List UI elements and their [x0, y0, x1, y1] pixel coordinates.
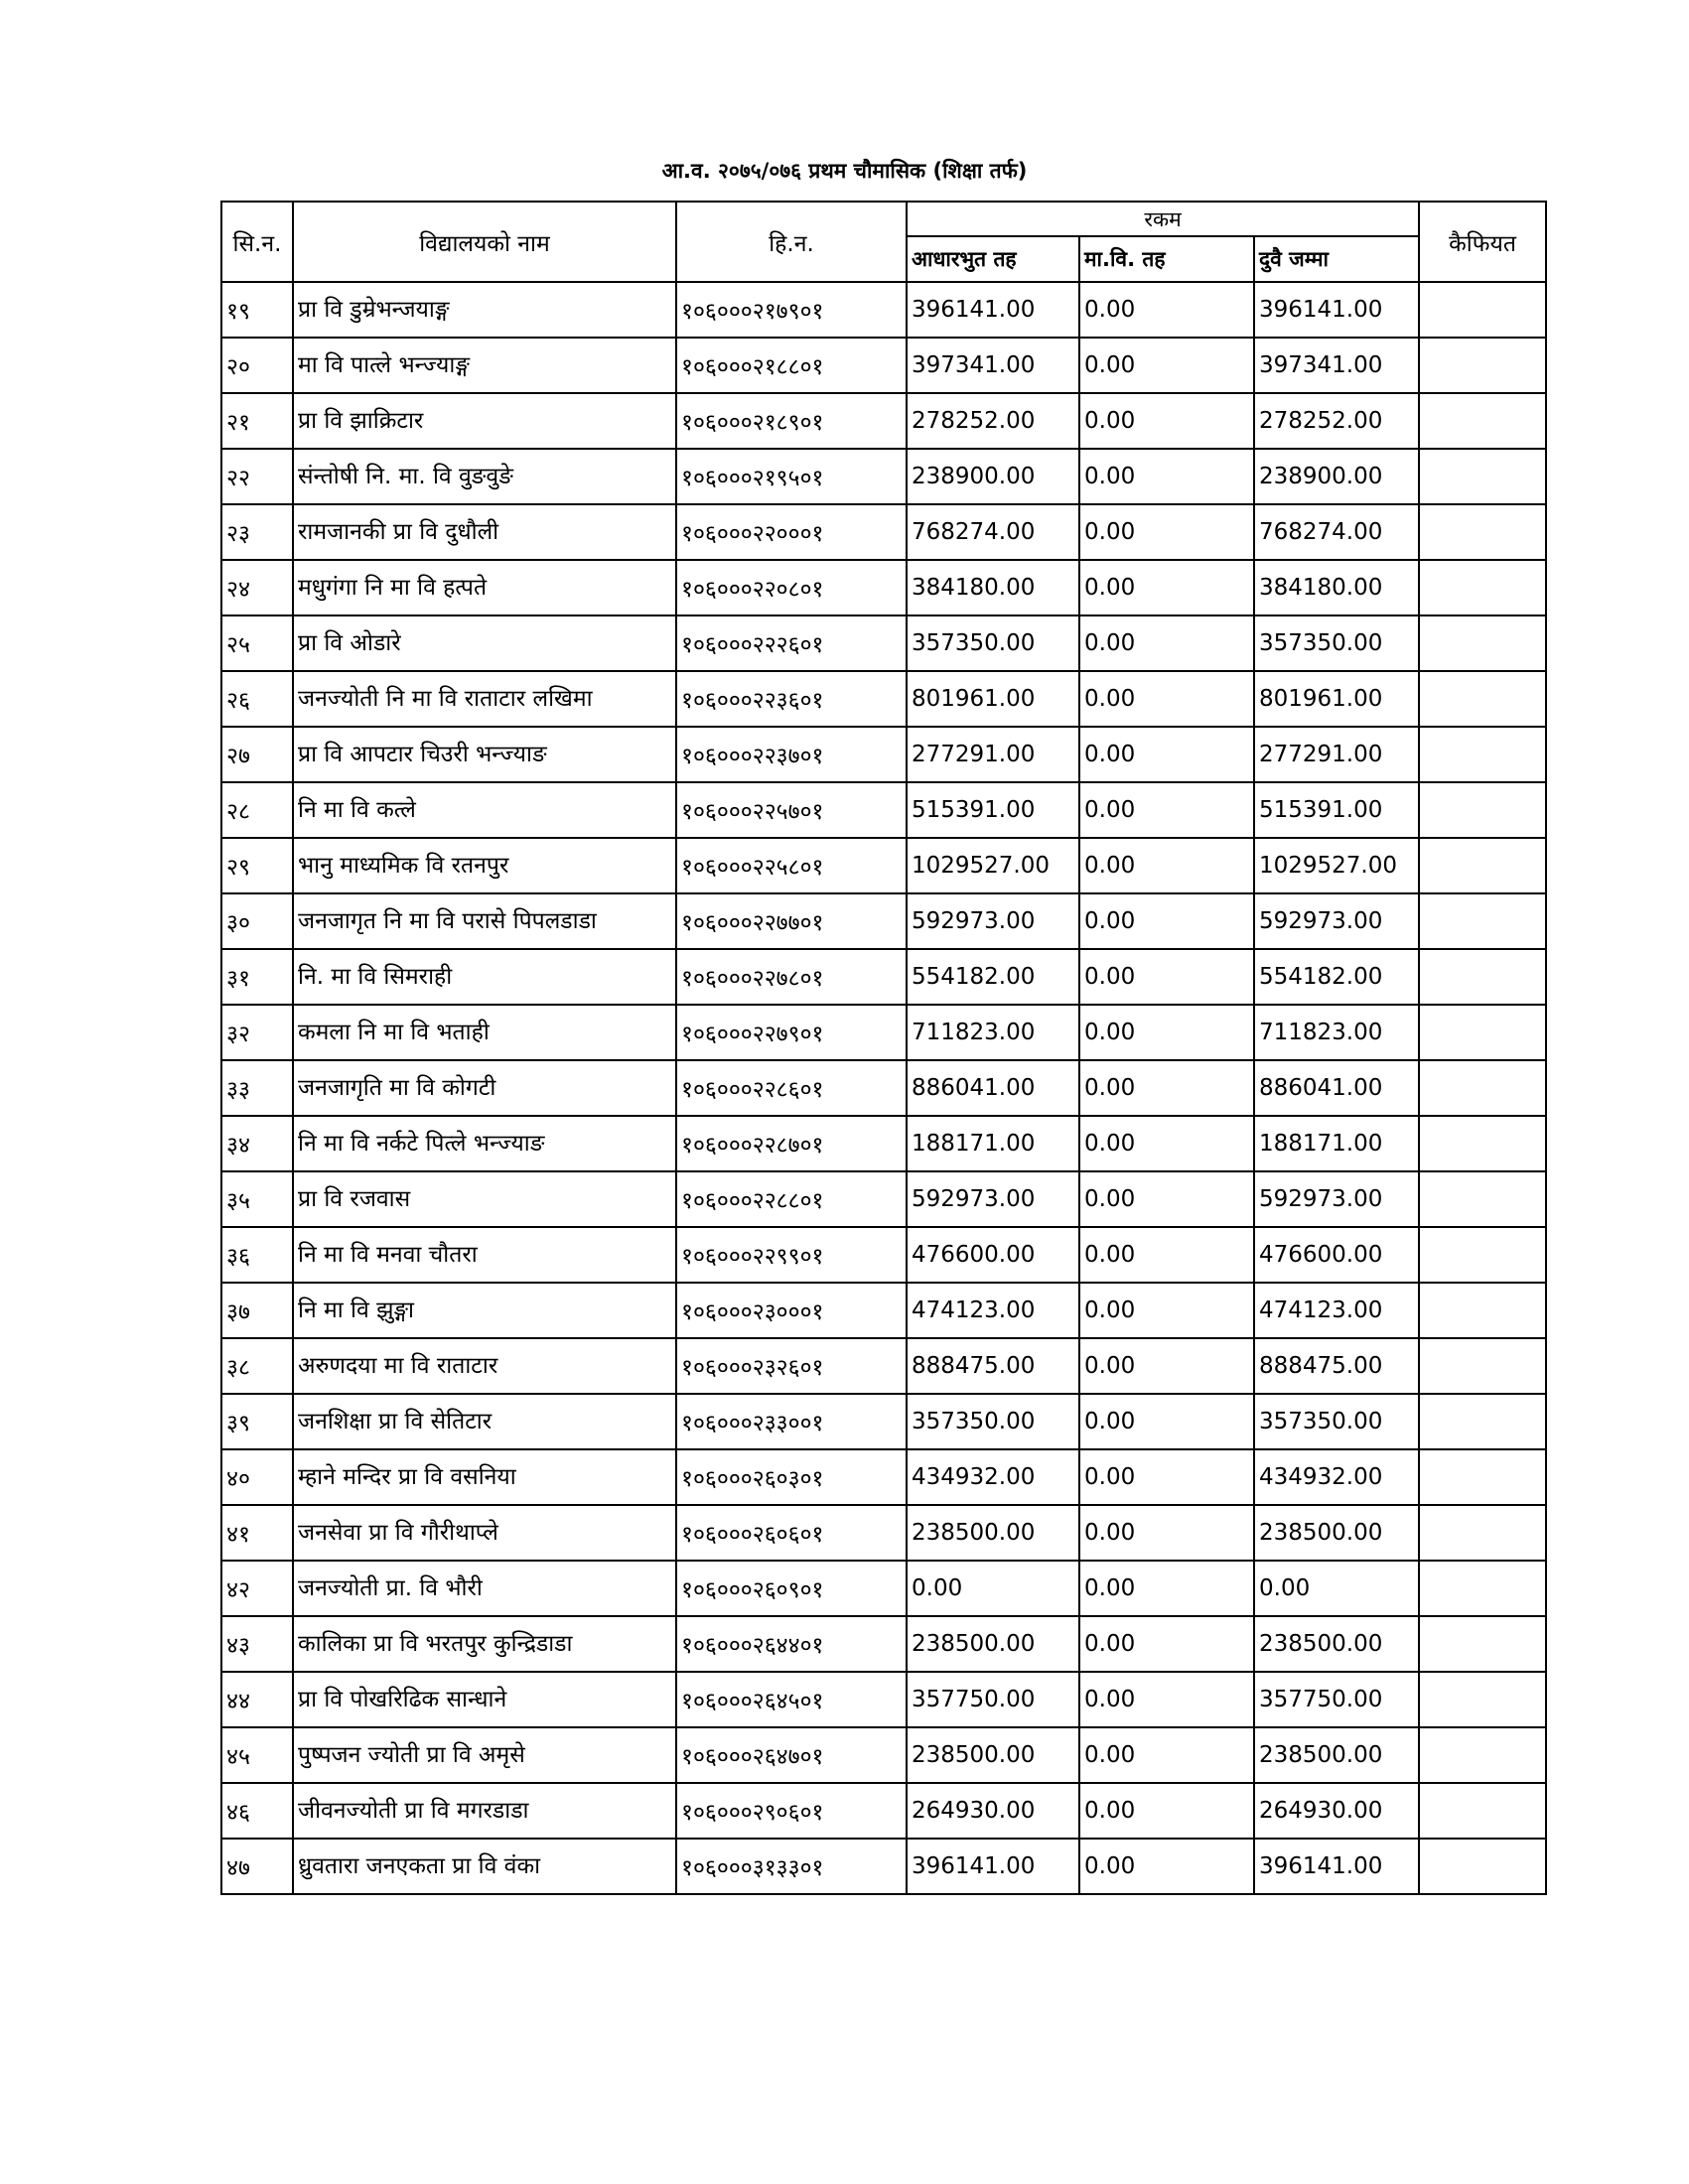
cell-account-number: १०६०००२२७७०१	[676, 893, 907, 949]
cell-secondary-amount: 0.00	[1079, 1283, 1254, 1338]
cell-total-amount: 768274.00	[1254, 504, 1419, 560]
cell-remarks	[1419, 1227, 1546, 1283]
cell-total-amount: 188171.00	[1254, 1116, 1419, 1171]
cell-total-amount: 474123.00	[1254, 1283, 1419, 1338]
cell-school-name: नि मा वि मनवा चौतरा	[293, 1227, 676, 1283]
cell-account-number: १०६०००२६०३०१	[676, 1449, 907, 1505]
cell-account-number: १०६०००२२८८०१	[676, 1171, 907, 1227]
table-row	[221, 504, 1546, 560]
cell-remarks	[1419, 1616, 1546, 1672]
cell-sn: २१	[221, 393, 293, 449]
cell-basic-amount: 396141.00	[907, 1839, 1079, 1894]
cell-basic-amount: 476600.00	[907, 1227, 1079, 1283]
table-row	[221, 671, 1546, 727]
table-row	[221, 1561, 1546, 1616]
cell-account-number: १०६०००२९०६०१	[676, 1783, 907, 1839]
cell-account-number: १०६०००२२७९०१	[676, 1005, 907, 1060]
cell-account-number: १०६०००२२२६०१	[676, 615, 907, 671]
cell-sn: २३	[221, 504, 293, 560]
table-row	[221, 615, 1546, 671]
cell-basic-amount: 768274.00	[907, 504, 1079, 560]
cell-sn: ४०	[221, 1449, 293, 1505]
cell-remarks	[1419, 949, 1546, 1005]
cell-sn: ४४	[221, 1672, 293, 1727]
cell-total-amount: 592973.00	[1254, 893, 1419, 949]
cell-sn: २७	[221, 727, 293, 782]
cell-school-name: भानु माध्यमिक वि रतनपुर	[293, 838, 676, 893]
schools-table	[220, 201, 1547, 1895]
table-row	[221, 1783, 1546, 1839]
cell-secondary-amount: 0.00	[1079, 671, 1254, 727]
cell-sn: ३२	[221, 1005, 293, 1060]
cell-secondary-amount: 0.00	[1079, 1727, 1254, 1783]
table-row	[221, 838, 1546, 893]
cell-school-name: प्रा वि ओडारे	[293, 615, 676, 671]
cell-school-name: नि मा वि झुङ्गा	[293, 1283, 676, 1338]
cell-total-amount: 238900.00	[1254, 449, 1419, 504]
cell-school-name: प्रा वि रजवास	[293, 1171, 676, 1227]
cell-remarks	[1419, 1394, 1546, 1449]
cell-remarks	[1419, 615, 1546, 671]
cell-secondary-amount: 0.00	[1079, 1227, 1254, 1283]
cell-account-number: १०६०००२१७९०१	[676, 282, 907, 338]
cell-total-amount: 554182.00	[1254, 949, 1419, 1005]
cell-secondary-amount: 0.00	[1079, 1171, 1254, 1227]
table-row	[221, 449, 1546, 504]
cell-secondary-amount: 0.00	[1079, 449, 1254, 504]
header-remarks: कैफियत	[1419, 202, 1546, 282]
header-total: दुवै जम्मा	[1254, 236, 1419, 282]
cell-total-amount: 0.00	[1254, 1561, 1419, 1616]
cell-secondary-amount: 0.00	[1079, 1338, 1254, 1394]
cell-account-number: १०६०००२२३७०१	[676, 727, 907, 782]
cell-account-number: १०६०००२६४७०१	[676, 1727, 907, 1783]
cell-remarks	[1419, 1116, 1546, 1171]
cell-secondary-amount: 0.00	[1079, 504, 1254, 560]
cell-total-amount: 357750.00	[1254, 1672, 1419, 1727]
cell-sn: ४१	[221, 1505, 293, 1561]
table-row	[221, 1060, 1546, 1116]
cell-remarks	[1419, 282, 1546, 338]
cell-total-amount: 277291.00	[1254, 727, 1419, 782]
cell-school-name: प्रा वि आपटार चिउरी भन्ज्याङ	[293, 727, 676, 782]
cell-basic-amount: 188171.00	[907, 1116, 1079, 1171]
cell-basic-amount: 357350.00	[907, 1394, 1079, 1449]
cell-total-amount: 515391.00	[1254, 782, 1419, 838]
cell-basic-amount: 1029527.00	[907, 838, 1079, 893]
cell-remarks	[1419, 1449, 1546, 1505]
cell-school-name: कमला नि मा वि भताही	[293, 1005, 676, 1060]
table-row	[221, 893, 1546, 949]
cell-total-amount: 396141.00	[1254, 282, 1419, 338]
cell-basic-amount: 592973.00	[907, 893, 1079, 949]
cell-total-amount: 397341.00	[1254, 338, 1419, 393]
cell-sn: ३१	[221, 949, 293, 1005]
document-title: आ.व. २०७५/०७६ प्रथम चौमासिक (शिक्षा तर्फ)	[661, 159, 1028, 183]
table-row	[221, 1449, 1546, 1505]
cell-remarks	[1419, 1171, 1546, 1227]
cell-basic-amount: 264930.00	[907, 1783, 1079, 1839]
table-row	[221, 1616, 1546, 1672]
cell-sn: ३७	[221, 1283, 293, 1338]
cell-secondary-amount: 0.00	[1079, 1060, 1254, 1116]
cell-account-number: १०६०००२६४५०१	[676, 1672, 907, 1727]
cell-remarks	[1419, 838, 1546, 893]
cell-sn: ४५	[221, 1727, 293, 1783]
table-row	[221, 1338, 1546, 1394]
cell-account-number: १०६०००२३२६०१	[676, 1338, 907, 1394]
cell-total-amount: 238500.00	[1254, 1616, 1419, 1672]
cell-account-number: १०६०००२२९९०१	[676, 1227, 907, 1283]
cell-school-name: अरुणदया मा वि राताटार	[293, 1338, 676, 1394]
cell-basic-amount: 554182.00	[907, 949, 1079, 1005]
cell-basic-amount: 474123.00	[907, 1283, 1079, 1338]
cell-secondary-amount: 0.00	[1079, 560, 1254, 615]
cell-remarks	[1419, 504, 1546, 560]
table-row	[221, 949, 1546, 1005]
cell-sn: ३४	[221, 1116, 293, 1171]
cell-total-amount: 238500.00	[1254, 1505, 1419, 1561]
cell-account-number: १०६०००२२५७०१	[676, 782, 907, 838]
cell-account-number: १०६०००२६०९०१	[676, 1561, 907, 1616]
header-secondary-level: मा.वि. तह	[1079, 236, 1254, 282]
cell-secondary-amount: 0.00	[1079, 615, 1254, 671]
cell-basic-amount: 357350.00	[907, 615, 1079, 671]
cell-secondary-amount: 0.00	[1079, 838, 1254, 893]
table-row	[221, 1116, 1546, 1171]
cell-account-number: १०६०००२६०६०१	[676, 1505, 907, 1561]
cell-total-amount: 801961.00	[1254, 671, 1419, 727]
cell-secondary-amount: 0.00	[1079, 1449, 1254, 1505]
cell-total-amount: 476600.00	[1254, 1227, 1419, 1283]
cell-sn: १९	[221, 282, 293, 338]
cell-account-number: १०६०००२२०८०१	[676, 560, 907, 615]
cell-remarks	[1419, 893, 1546, 949]
cell-remarks	[1419, 338, 1546, 393]
cell-school-name: म्हाने मन्दिर प्रा वि वसनिया	[293, 1449, 676, 1505]
cell-account-number: १०६०००२२३६०१	[676, 671, 907, 727]
cell-total-amount: 434932.00	[1254, 1449, 1419, 1505]
cell-account-number: १०६०००२६४४०१	[676, 1616, 907, 1672]
cell-basic-amount: 357750.00	[907, 1672, 1079, 1727]
cell-account-number: १०६०००२२८६०१	[676, 1060, 907, 1116]
cell-secondary-amount: 0.00	[1079, 393, 1254, 449]
cell-sn: २४	[221, 560, 293, 615]
cell-secondary-amount: 0.00	[1079, 1672, 1254, 1727]
cell-school-name: नि. मा वि सिमराही	[293, 949, 676, 1005]
cell-sn: ४३	[221, 1616, 293, 1672]
header-amount: रकम	[907, 202, 1419, 236]
cell-account-number: १०६०००३१३३०१	[676, 1839, 907, 1894]
cell-school-name: प्रा वि डुम्रेभन्जयाङ्ग	[293, 282, 676, 338]
cell-account-number: १०६०००२३०००१	[676, 1283, 907, 1338]
cell-total-amount: 888475.00	[1254, 1338, 1419, 1394]
cell-secondary-amount: 0.00	[1079, 282, 1254, 338]
cell-sn: २०	[221, 338, 293, 393]
cell-sn: २८	[221, 782, 293, 838]
table-body	[221, 282, 1546, 1894]
cell-remarks	[1419, 1727, 1546, 1783]
cell-secondary-amount: 0.00	[1079, 949, 1254, 1005]
cell-school-name: प्रा वि पोखरिढिक सान्धाने	[293, 1672, 676, 1727]
cell-sn: २६	[221, 671, 293, 727]
cell-school-name: प्रा वि झाक्रिटार	[293, 393, 676, 449]
cell-school-name: रामजानकी प्रा वि दुधौली	[293, 504, 676, 560]
table-row	[221, 1005, 1546, 1060]
cell-basic-amount: 888475.00	[907, 1338, 1079, 1394]
cell-school-name: जीवनज्योती प्रा वि मगरडाडा	[293, 1783, 676, 1839]
cell-basic-amount: 801961.00	[907, 671, 1079, 727]
cell-school-name: मा वि पात्ले भन्ज्याङ्ग	[293, 338, 676, 393]
table-row	[221, 282, 1546, 338]
cell-basic-amount: 515391.00	[907, 782, 1079, 838]
cell-remarks	[1419, 393, 1546, 449]
cell-sn: ४२	[221, 1561, 293, 1616]
cell-total-amount: 592973.00	[1254, 1171, 1419, 1227]
cell-school-name: नि मा वि नर्कटे पित्ले भन्ज्याङ	[293, 1116, 676, 1171]
cell-basic-amount: 397341.00	[907, 338, 1079, 393]
cell-sn: २५	[221, 615, 293, 671]
cell-remarks	[1419, 727, 1546, 782]
cell-basic-amount: 592973.00	[907, 1171, 1079, 1227]
cell-remarks	[1419, 1839, 1546, 1894]
cell-school-name: मधुगंगा नि मा वि हत्पते	[293, 560, 676, 615]
cell-basic-amount: 886041.00	[907, 1060, 1079, 1116]
cell-school-name: जनज्योती प्रा. वि भौरी	[293, 1561, 676, 1616]
table-row	[221, 1505, 1546, 1561]
table-row	[221, 560, 1546, 615]
cell-sn: २२	[221, 449, 293, 504]
cell-basic-amount: 0.00	[907, 1561, 1079, 1616]
cell-secondary-amount: 0.00	[1079, 1839, 1254, 1894]
cell-secondary-amount: 0.00	[1079, 1561, 1254, 1616]
cell-sn: ३०	[221, 893, 293, 949]
cell-total-amount: 357350.00	[1254, 1394, 1419, 1449]
cell-sn: ३३	[221, 1060, 293, 1116]
cell-remarks	[1419, 1505, 1546, 1561]
cell-basic-amount: 238900.00	[907, 449, 1079, 504]
cell-secondary-amount: 0.00	[1079, 338, 1254, 393]
cell-school-name: कालिका प्रा वि भरतपुर कुन्द्रिडाडा	[293, 1616, 676, 1672]
table-row	[221, 393, 1546, 449]
cell-sn: ३८	[221, 1338, 293, 1394]
cell-sn: ३५	[221, 1171, 293, 1227]
cell-account-number: १०६०००२२७८०१	[676, 949, 907, 1005]
cell-secondary-amount: 0.00	[1079, 1116, 1254, 1171]
cell-school-name: जनजागृति मा वि कोगटी	[293, 1060, 676, 1116]
cell-sn: ३६	[221, 1227, 293, 1283]
cell-account-number: १०६०००२२५८०१	[676, 838, 907, 893]
cell-account-number: १०६०००२१८८०१	[676, 338, 907, 393]
cell-school-name: ध्रुवतारा जनएकता प्रा वि वंका	[293, 1839, 676, 1894]
cell-secondary-amount: 0.00	[1079, 1005, 1254, 1060]
cell-sn: ४६	[221, 1783, 293, 1839]
cell-school-name: जनज्योती नि मा वि राताटार लखिमा	[293, 671, 676, 727]
table-row	[221, 1171, 1546, 1227]
cell-total-amount: 711823.00	[1254, 1005, 1419, 1060]
header-sn: सि.न.	[221, 202, 293, 282]
header-basic-level: आधारभुत तह	[907, 236, 1079, 282]
cell-secondary-amount: 0.00	[1079, 782, 1254, 838]
cell-remarks	[1419, 1783, 1546, 1839]
header-account-number: हि.न.	[676, 202, 907, 282]
table-row	[221, 1394, 1546, 1449]
header-school-name: विद्यालयको नाम	[293, 202, 676, 282]
cell-remarks	[1419, 1283, 1546, 1338]
table-row	[221, 338, 1546, 393]
cell-remarks	[1419, 1005, 1546, 1060]
table-row	[221, 727, 1546, 782]
cell-total-amount: 238500.00	[1254, 1727, 1419, 1783]
cell-total-amount: 357350.00	[1254, 615, 1419, 671]
cell-remarks	[1419, 449, 1546, 504]
cell-school-name: जनसेवा प्रा वि गौरीथाप्ले	[293, 1505, 676, 1561]
cell-account-number: १०६०००२२०००१	[676, 504, 907, 560]
cell-secondary-amount: 0.00	[1079, 893, 1254, 949]
cell-school-name: नि मा वि कत्ले	[293, 782, 676, 838]
cell-total-amount: 264930.00	[1254, 1783, 1419, 1839]
table-row	[221, 1672, 1546, 1727]
cell-account-number: १०६०००२१९५०१	[676, 449, 907, 504]
cell-secondary-amount: 0.00	[1079, 1783, 1254, 1839]
cell-school-name: पुष्पजन ज्योती प्रा वि अमृसे	[293, 1727, 676, 1783]
cell-remarks	[1419, 560, 1546, 615]
table-row	[221, 1283, 1546, 1338]
cell-account-number: १०६०००२२८७०१	[676, 1116, 907, 1171]
cell-sn: ४७	[221, 1839, 293, 1894]
cell-school-name: जनजागृत नि मा वि परासे पिपलडाडा	[293, 893, 676, 949]
cell-basic-amount: 434932.00	[907, 1449, 1079, 1505]
cell-secondary-amount: 0.00	[1079, 727, 1254, 782]
table-row	[221, 782, 1546, 838]
cell-remarks	[1419, 671, 1546, 727]
cell-sn: २९	[221, 838, 293, 893]
cell-school-name: जनशिक्षा प्रा वि सेतिटार	[293, 1394, 676, 1449]
cell-total-amount: 384180.00	[1254, 560, 1419, 615]
cell-remarks	[1419, 1672, 1546, 1727]
cell-total-amount: 886041.00	[1254, 1060, 1419, 1116]
cell-account-number: १०६०००२३३००१	[676, 1394, 907, 1449]
cell-sn: ३९	[221, 1394, 293, 1449]
cell-remarks	[1419, 1060, 1546, 1116]
cell-basic-amount: 278252.00	[907, 393, 1079, 449]
cell-basic-amount: 238500.00	[907, 1616, 1079, 1672]
cell-total-amount: 278252.00	[1254, 393, 1419, 449]
cell-secondary-amount: 0.00	[1079, 1616, 1254, 1672]
table-row	[221, 1727, 1546, 1783]
cell-basic-amount: 711823.00	[907, 1005, 1079, 1060]
cell-remarks	[1419, 1561, 1546, 1616]
cell-basic-amount: 277291.00	[907, 727, 1079, 782]
cell-school-name: संन्तोषी नि. मा. वि वुङवुङे	[293, 449, 676, 504]
cell-total-amount: 396141.00	[1254, 1839, 1419, 1894]
cell-basic-amount: 384180.00	[907, 560, 1079, 615]
cell-secondary-amount: 0.00	[1079, 1505, 1254, 1561]
cell-account-number: १०६०००२१८९०१	[676, 393, 907, 449]
cell-total-amount: 1029527.00	[1254, 838, 1419, 893]
table-row	[221, 1839, 1546, 1894]
cell-basic-amount: 238500.00	[907, 1505, 1079, 1561]
cell-basic-amount: 238500.00	[907, 1727, 1079, 1783]
table-row	[221, 1227, 1546, 1283]
cell-remarks	[1419, 782, 1546, 838]
cell-remarks	[1419, 1338, 1546, 1394]
cell-secondary-amount: 0.00	[1079, 1394, 1254, 1449]
cell-basic-amount: 396141.00	[907, 282, 1079, 338]
